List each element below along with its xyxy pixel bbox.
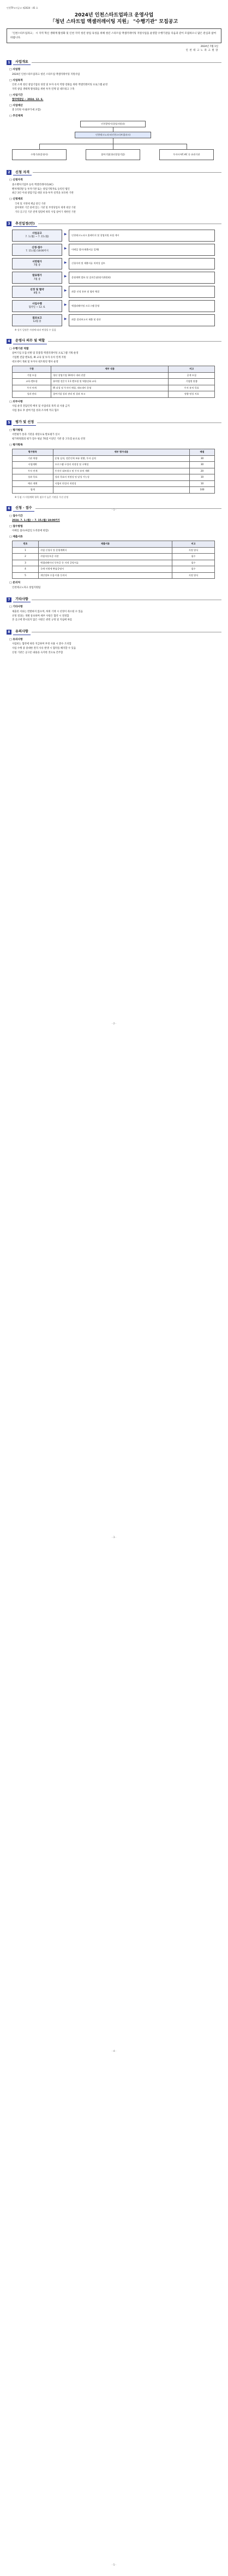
table-row — [13, 487, 215, 494]
item-label: □ 신청자격 — [9, 179, 23, 182]
item-text: 참여기업 모집·선발 및 맞춤형 액셀러레이팅 프로그램 기획·운영 — [12, 351, 79, 355]
table-row — [13, 554, 215, 560]
section-number: 8 — [7, 630, 11, 635]
table-cell: 성과 목표의 적정성 및 달성 가능성 — [53, 474, 190, 481]
table-cell — [53, 487, 190, 494]
evaluation-table-body — [13, 455, 215, 493]
item-text: 본 공고에 명시되지 않은 사항은 관련 규정 및 지침에 따름 — [12, 619, 73, 622]
item-label: □ 수행기관 역할 — [9, 347, 29, 350]
intro-text: 「인천스타트업파크」 시 지역 혁신 생태계 활성화 및 인천 지역 청년 창업 육성을 위해 청년 스타트업 액셀러레이팅 지원사업을 운영할 수행기관을 다음과 같이 모집하오니 많은 관심과 참여 바랍니다. — [10, 32, 217, 39]
table-cell: 필수 — [172, 566, 215, 573]
table-cell: 10 — [190, 474, 215, 481]
schedule-step — [12, 244, 215, 256]
section-title: 신청 · 접수 — [13, 506, 34, 512]
table-cell: 30 — [190, 455, 215, 462]
table-cell: 투자 연계 — [13, 468, 53, 474]
page-number: - 5 - — [112, 2563, 116, 2566]
schedule-step-desc: 최종 결과보고서 제출 및 정산 — [69, 314, 215, 326]
arrow-right-icon: ▶ — [64, 246, 67, 250]
item-text: 지역 창업 생태계 활성화를 위한 투자 연계 및 네트워크 구축 — [12, 87, 75, 91]
table-cell: 투자 유치 목표 — [169, 385, 215, 391]
table-cell: 운영 실적, 전문인력 보유 현황, 투자 실적 — [53, 455, 190, 462]
schedule-step — [12, 300, 215, 312]
table-cell: 예산 계획 — [13, 480, 53, 487]
table-header: 구분 — [13, 366, 51, 373]
table-cell: 필수 — [172, 554, 215, 560]
schedule-step — [12, 286, 215, 298]
section-caution — [7, 629, 221, 635]
item-text: 제출된 서류는 반환하지 않으며, 허위 기재 시 선정이 취소될 수 있음 — [12, 610, 83, 613]
table-row — [13, 462, 215, 468]
item-label: □ 접수기간 — [9, 514, 23, 518]
table-cell: 기관 역량 — [13, 455, 53, 462]
section-overview — [7, 60, 221, 66]
table-cell: 지정 양식 — [172, 547, 215, 554]
table-cell: 5 — [13, 572, 39, 579]
item-text: 신청 기관은 공고문 내용을 숙지한 것으로 간주함 — [12, 651, 63, 654]
section-title: 사업개요 — [13, 60, 31, 66]
notice-date: 2024년 7월 1일 — [200, 45, 218, 49]
schedule-step-date: 8월 초 — [33, 292, 41, 295]
evaluation-table — [12, 449, 215, 494]
item-label: □ 사업예산 — [9, 104, 23, 107]
table-row — [13, 547, 215, 554]
item-text: 이메일 접수(마감일 도착분에 한함) — [12, 530, 49, 533]
schedule-step-box — [12, 272, 62, 284]
schedule-step — [12, 272, 215, 284]
table-cell: 투자 연계 — [13, 385, 51, 391]
item-text: 국세 및 지방세 체납 중인 기관 — [15, 202, 46, 206]
item-label: □ 기타사항 — [9, 606, 23, 609]
document-number: 인천TP고시공고 제2024 - 45 호 — [7, 7, 38, 9]
table-cell: 투자사 네트워크 및 투자 유치 계획 — [53, 468, 190, 474]
schedule-step-desc: 이메일 접수(제출서류 일체) — [69, 244, 215, 256]
table-cell: 4 — [13, 566, 39, 573]
table-cell: 100 — [190, 487, 215, 494]
diagram-connector — [39, 144, 40, 149]
duties-table — [12, 366, 215, 398]
table-row — [13, 372, 215, 379]
item-label: □ 신청제외 — [9, 198, 23, 201]
schedule-step-date: 7. 1.(월) ~ 7. 15.(월) — [25, 236, 49, 239]
item-text: 인천 소재 청년 창업기업의 성장 및 투자 유치 역량 강화를 위한 액셀러레이팅 프로그램 운영 — [12, 84, 108, 87]
schedule-step-desc: 신청자격 및 제출서류 적격성 검토 — [69, 258, 215, 270]
table-header: 세부 평가내용 — [53, 449, 190, 456]
item-label: □ 추진체계 — [9, 115, 23, 118]
page-number: - 3 - — [112, 1536, 116, 1539]
item-label: □ 평가방법 — [9, 429, 23, 432]
arrow-right-icon: ▶ — [64, 274, 67, 279]
section-evaluation — [7, 420, 221, 426]
arrow-right-icon: ▶ — [64, 260, 67, 265]
schedule-step-box — [12, 300, 62, 312]
schedule-step-name: 선정 및 협약 — [30, 289, 44, 292]
table-header: 번호 — [13, 541, 39, 548]
page-title-line1: 2024년 인천스타트업파크 운영사업 — [74, 13, 154, 19]
schedule-step — [12, 230, 215, 242]
item-label: □ 문의처 — [9, 582, 21, 585]
table-cell: 사업자등록증 사본 — [38, 554, 172, 560]
table-cell: 프로그램 구성의 적정성 및 구체성 — [53, 462, 190, 468]
page-title-line2: 「청년 스타트업 액셀러레이팅 지원」 "수행기관" 모집공고 — [50, 19, 178, 25]
section-number: 4 — [7, 339, 11, 344]
duties-table-wrap — [12, 366, 215, 398]
table-cell: 30 — [190, 462, 215, 468]
schedule-step-date: 7월 중 — [33, 278, 41, 281]
table-cell: 사업계획 — [13, 462, 53, 468]
section-number: 1 — [7, 60, 11, 65]
table-cell: 공개 모집 — [169, 372, 215, 379]
item-text: 중소벤처기업부 등록 액셀러레이터(AC) — [12, 183, 53, 186]
section-title: 평가 및 선정 — [13, 420, 36, 426]
schedule-step-name: 사업수행 — [32, 303, 42, 306]
item-text: 기업별 전담 멘토링, IR 교육 및 투자 유치 연계 지원 — [12, 356, 66, 359]
table-cell: 필수 — [172, 560, 215, 566]
section-schedule — [7, 221, 221, 227]
schedule-step-name: 서면평가 — [32, 260, 42, 263]
arrow-right-icon: ▶ — [64, 303, 67, 307]
table-cell: 정량·정성 지표 — [169, 391, 215, 398]
item-text: 데모데이 개최 및 투자사 네트워킹 행사 운영 — [12, 360, 58, 363]
item-text: 참여제한 기간 중에 있는 기관 및 부정당업자 제재 대상 기관 — [15, 207, 76, 210]
table-cell: 3 — [13, 560, 39, 566]
documents-table-wrap — [12, 541, 215, 579]
schedule-step-name: 발표평가 — [32, 274, 42, 278]
diagram-node-investors: 투자사·VC·AC 등 유관기관 — [159, 149, 214, 160]
table-row — [13, 455, 215, 462]
table-cell: 분야별 전문가 1:1 멘토링 및 역량강화 교육 — [51, 379, 169, 385]
issuing-org: 인 천 테 크 노 파 크 원 장 — [185, 49, 218, 52]
schedule-step-date: 7. 15.(월) 18:00까지 — [26, 250, 49, 253]
schedule-step-date: 협약일 ~ 12. 6. — [28, 306, 46, 309]
table-cell: IR 피칭 및 투자사 매칭, 데모데이 운영 — [51, 385, 169, 391]
table-row — [13, 572, 215, 579]
item-text: 인천테크노파크 창업지원팀 — [12, 586, 41, 589]
table-row — [13, 560, 215, 566]
table-cell: 사업 신청서 및 운영계획서 — [38, 547, 172, 554]
item-text: 2024년 인천스타트업파크 청년 스타트업 액셀러레이팅 지원사업 — [12, 73, 80, 76]
section-title: 신청 자격 — [13, 170, 32, 176]
table-row — [13, 566, 215, 573]
documents-table-body — [13, 547, 215, 579]
arrow-right-icon: ▶ — [64, 316, 67, 321]
item-label: □ 제출서류 — [9, 536, 23, 539]
table-cell: 1 — [13, 547, 39, 554]
governance-diagram — [12, 121, 214, 163]
duties-table-body — [13, 372, 215, 397]
item-label: □ 사업목적 — [9, 79, 23, 82]
table-cell: 10 — [190, 480, 215, 487]
item-label: □ 의무사항 — [9, 400, 23, 403]
section-eligibility — [7, 170, 221, 176]
item-label: □ 사업명 — [9, 68, 21, 72]
schedule-step-desc: 액셀러레이팅 프로그램 운영 — [69, 300, 215, 312]
section-number: 5 — [7, 420, 11, 425]
item-text: 서면평가 통과 기관을 대상으로 발표평가 실시 — [12, 433, 60, 437]
schedule-step-name: 결과보고 — [32, 316, 42, 320]
table-cell: 개인정보 수집·이용 동의서 — [38, 572, 172, 579]
section-number: 6 — [7, 506, 11, 511]
table-row — [13, 385, 215, 391]
table-header: 배점 — [190, 449, 215, 456]
section-duties — [7, 338, 221, 344]
item-text: 사업 종료 후 참여기업 성과 조사에 적극 협조 — [12, 409, 59, 413]
section-title: 운영사 의무 및 역할 — [13, 338, 47, 344]
schedule-flow — [12, 230, 215, 326]
schedule-step-name: 신청·접수 — [32, 246, 43, 249]
table-header: 비고 — [169, 366, 215, 373]
table-row — [13, 468, 215, 474]
table-cell: 국세·지방세 완납증명서 — [38, 566, 172, 573]
section-number: 7 — [7, 597, 11, 602]
table-row — [13, 480, 215, 487]
schedule-step-date: 7월 중 — [33, 263, 41, 267]
item-text: 사업 운영 전담인력 배치 및 사업비의 목적 외 사용 금지 — [12, 405, 70, 408]
section-rule — [33, 172, 221, 173]
arrow-right-icon: ▶ — [64, 232, 67, 237]
table-cell: 사업비 편성의 적정성 — [53, 480, 190, 487]
schedule-step-date: 12월 중 — [33, 320, 41, 323]
section-rule — [32, 62, 221, 63]
schedule-step — [12, 314, 215, 326]
table-row — [13, 474, 215, 481]
item-text: 평가위원회의 평가 점수 평균 70점 이상인 기관 중 고득점 순으로 선정 — [12, 437, 86, 441]
item-text: 벤처캐피탈 등 투자기관 또는 창업기획자로 등록된 법인 — [12, 187, 70, 191]
table-cell: 20 — [190, 468, 215, 474]
diagram-node-participants: 참여기업(청년창업기업) — [86, 149, 140, 160]
table-header: 제출서류 — [38, 541, 172, 548]
schedule-step — [12, 258, 215, 270]
schedule-step-box — [12, 258, 62, 270]
arrow-right-icon: ▶ — [64, 289, 67, 293]
diagram-node-techpark: 인천테크노파크(인천스타트업파크) — [75, 132, 151, 138]
table-header: 비고 — [172, 541, 215, 548]
item-text: 2024. 7. 1.(월) ~ 7. 15.(월) 18:00까지 — [12, 519, 60, 522]
intro-box — [7, 28, 221, 43]
section-rule — [48, 341, 221, 342]
item-text: 사업비는 협약에 따라 지급하며 부정 사용 시 환수 조치함 — [12, 643, 71, 646]
table-cell: 청년 창업기업 10개사 내외 선발 — [51, 372, 169, 379]
table-cell: 지정 양식 — [172, 572, 215, 579]
item-label: □ 사업기간 — [9, 93, 23, 97]
diagram-node-city: 인천광역시(창업지원과) — [80, 121, 146, 127]
section-etc — [7, 597, 221, 603]
page-number: - 1 - — [112, 508, 116, 511]
schedule-note: ※ 상기 일정은 사정에 따라 변경될 수 있음 — [15, 328, 56, 331]
table-cell: 성과 관리 — [13, 391, 51, 398]
item-text: 총 1억원 이내(부가세 포함) — [12, 109, 41, 112]
table-cell: 2 — [13, 554, 39, 560]
item-text: 선정 결과는 개별 통보하며 세부 사항은 협약 시 결정함 — [12, 614, 69, 618]
schedule-step-name: 사업공고 — [32, 232, 42, 236]
section-title: 유의사항 — [13, 629, 31, 635]
item-text: 기타 공고일 기준 관계 법령에 따라 사업 참여가 제한된 기관 — [15, 210, 76, 214]
table-header: 평가항목 — [13, 449, 53, 456]
table-cell: 참여기업 성과 관리 및 결과 보고 — [51, 391, 169, 398]
table-cell: 합계 — [13, 487, 53, 494]
page-number: - 4 - — [112, 2050, 116, 2052]
table-row — [13, 391, 215, 398]
evaluation-note: ※ 동점 시 사업계획 항목 점수가 높은 기관을 우선 선정 — [15, 495, 69, 498]
table-row — [13, 379, 215, 385]
schedule-step-box — [12, 244, 62, 256]
item-label: □ 평가항목 — [9, 443, 23, 447]
section-number: 2 — [7, 170, 11, 175]
page-number: - 2 - — [112, 1022, 116, 1025]
item-label: □ 유의사항 — [9, 638, 23, 641]
documents-table — [12, 541, 215, 579]
table-cell: 기업별 맞춤 — [169, 379, 215, 385]
evaluation-table-wrap — [12, 449, 215, 494]
schedule-step-desc: 운영계획 발표 및 질의응답(평가위원회) — [69, 272, 215, 284]
item-label: □ 접수방법 — [9, 525, 23, 528]
table-cell: 교육·멘토링 — [13, 379, 51, 385]
schedule-step-desc: 최종 선정 통보 및 협약 체결 — [69, 286, 215, 298]
schedule-step-box — [12, 314, 62, 326]
table-header: 세부 내용 — [51, 366, 169, 373]
schedule-step-box — [12, 286, 62, 298]
section-title: 기타사항 — [13, 597, 31, 603]
schedule-step-box — [12, 230, 62, 242]
section-title: 추진일정(안) — [13, 221, 37, 227]
table-cell: 액셀러레이터 등록증 등 자격 증빙서류 — [38, 560, 172, 566]
item-text: 최근 3년 이내 창업기업 대상 보육·투자 실적을 보유한 기관 — [12, 192, 74, 195]
table-cell: 기업 모집 — [13, 372, 51, 379]
diagram-node-operator: 수행기관(운영사) — [12, 149, 67, 160]
schedule-step-desc: 인천테크노파크 홈페이지 및 창업지원 포털 게시 — [69, 230, 215, 242]
section-number: 3 — [7, 221, 11, 226]
table-cell: 성과 목표 — [13, 474, 53, 481]
item-text: 사업 수행 중 중대한 결격 사유 발생 시 협약을 해지할 수 있음 — [12, 647, 76, 650]
item-text: 협약체결일 ~ 2024. 12. 6. — [12, 98, 44, 102]
